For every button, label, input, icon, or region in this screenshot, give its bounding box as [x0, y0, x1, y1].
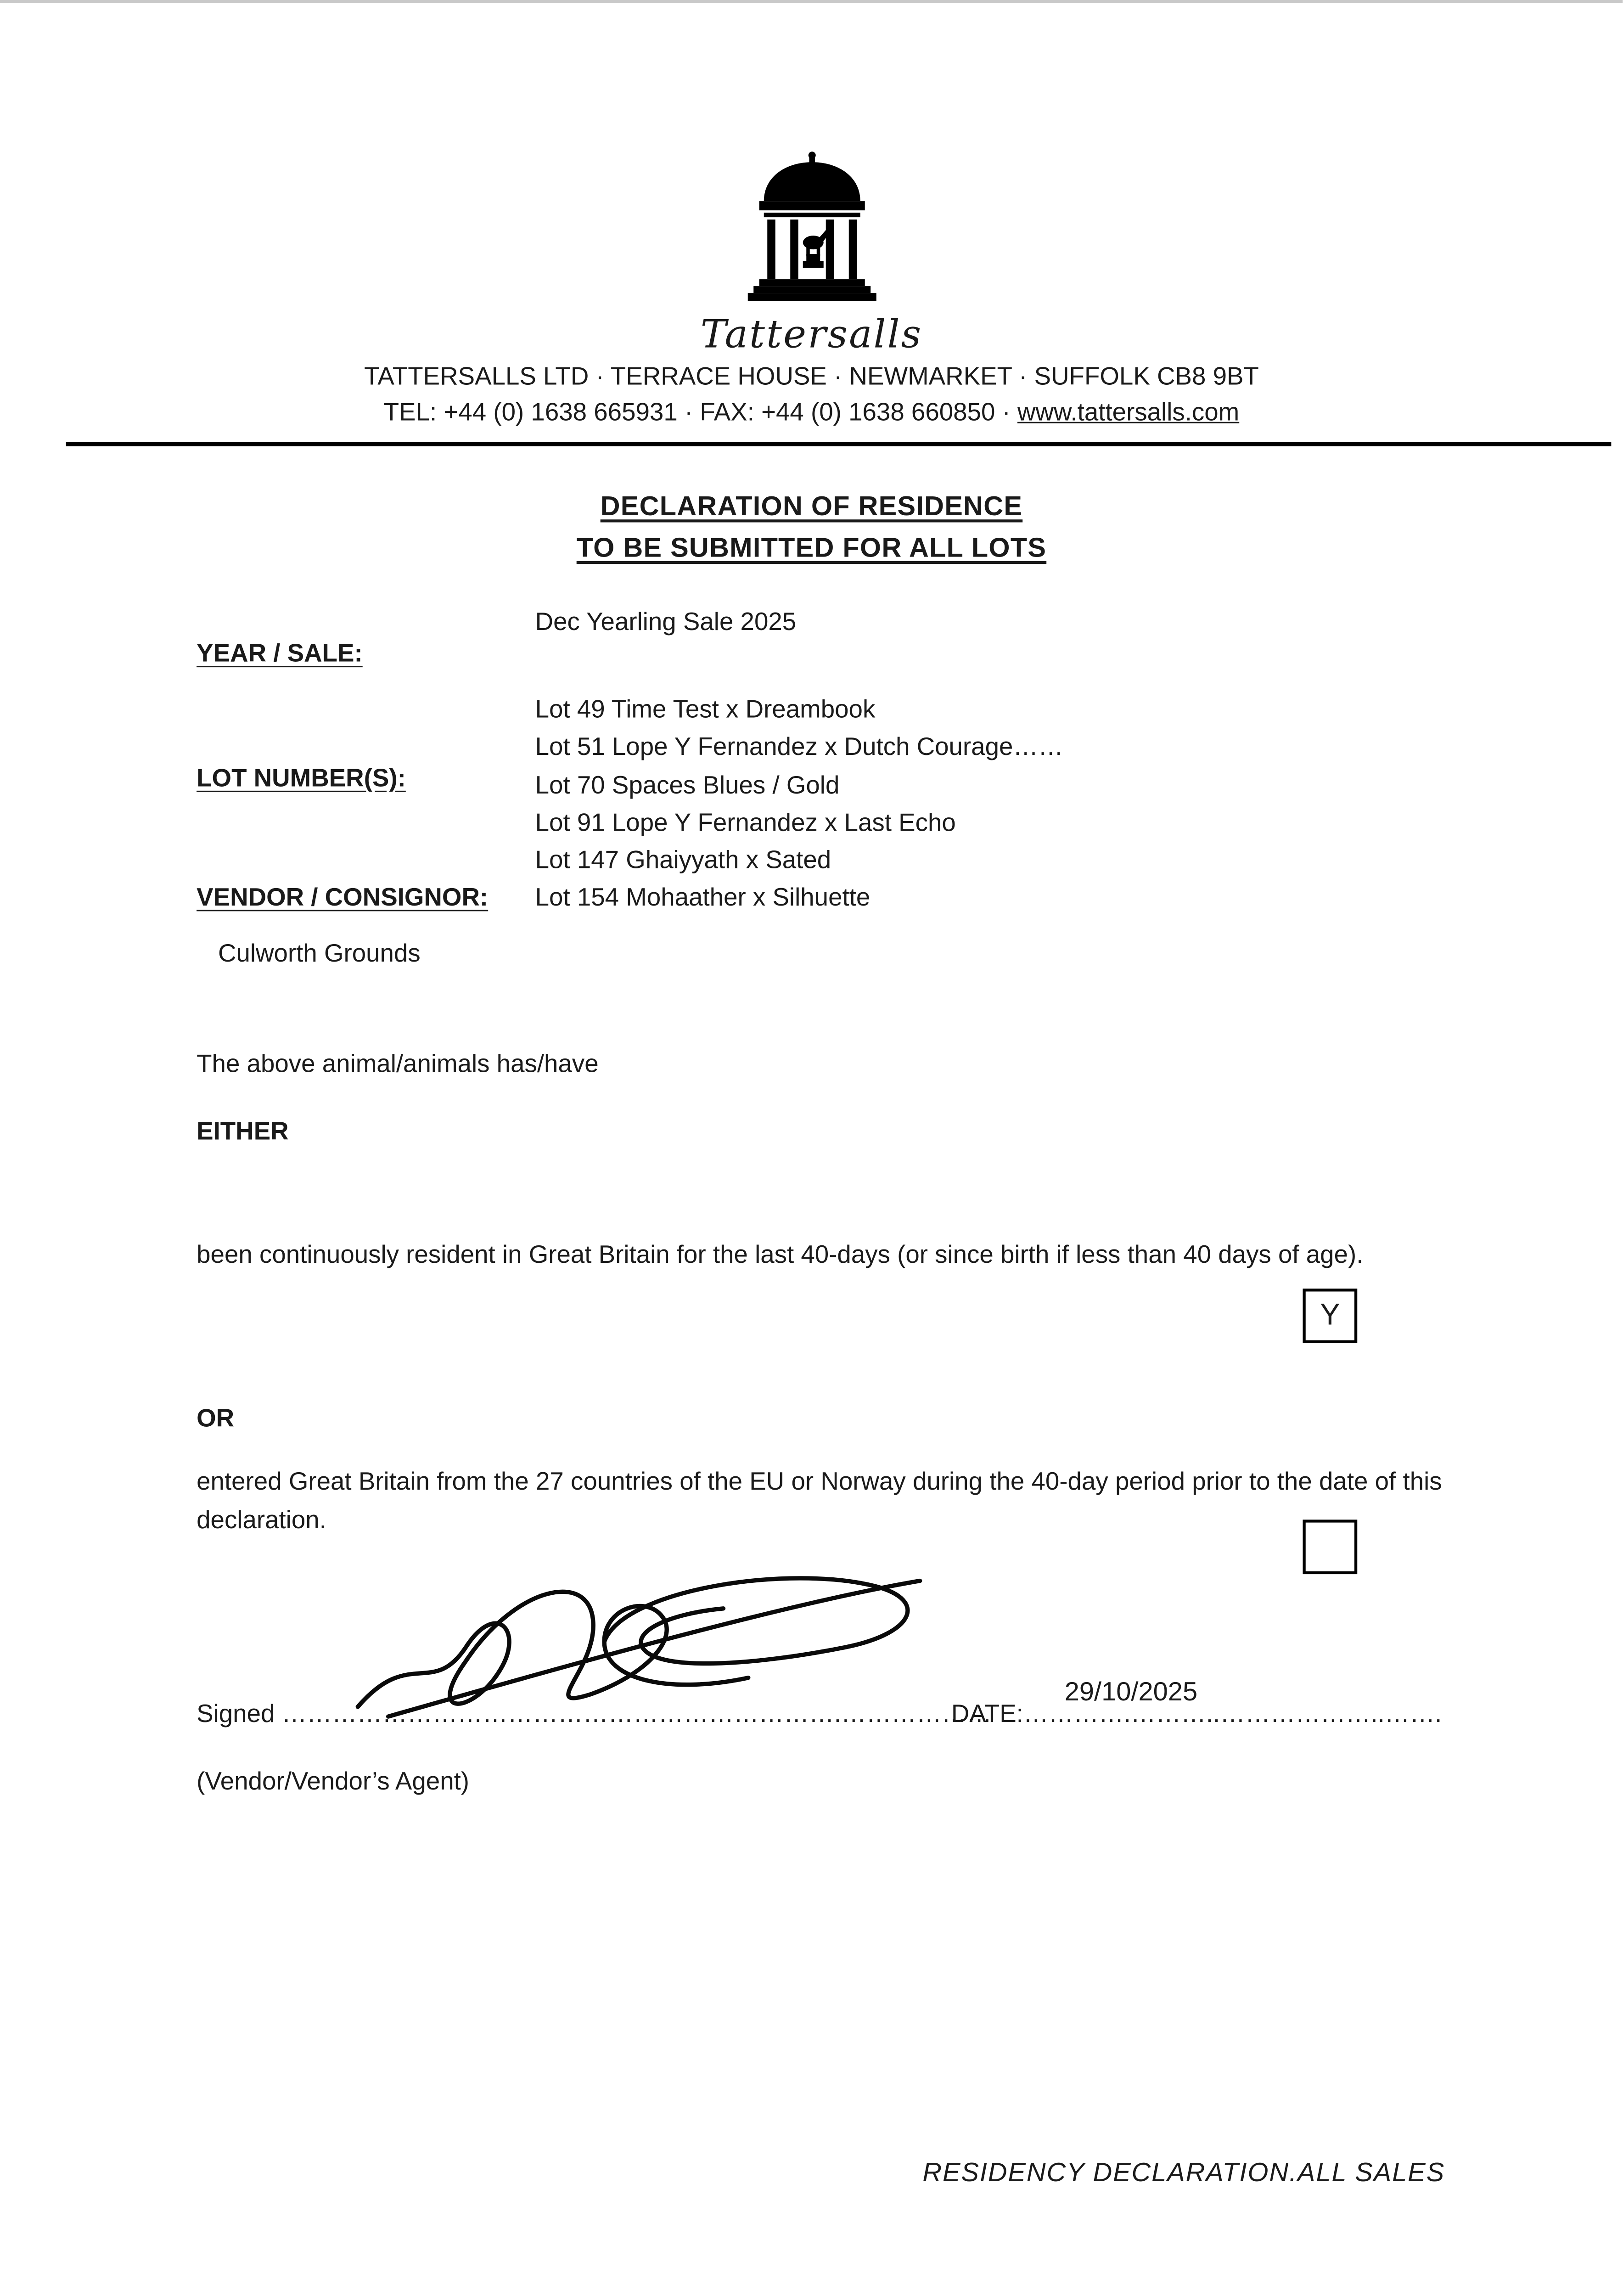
lot-line: Lot 49 Time Test x Dreambook	[535, 694, 876, 723]
either-clause-text: been continuously resident in Great Britain for the last 40-days (or since birth if less than 40 days of age).	[197, 1240, 1364, 1269]
lot-numbers-label: LOT NUMBER(S):	[197, 763, 406, 792]
scan-edge-line	[0, 0, 1623, 3]
intro-text: The above animal/animals has/have	[197, 1049, 599, 1078]
either-checkbox[interactable]	[1303, 1289, 1358, 1343]
either-label: EITHER	[197, 1116, 289, 1145]
footer-text: RESIDENCY DECLARATION.ALL SALES	[922, 2156, 1445, 2187]
website-link[interactable]: www.tattersalls.com	[1017, 397, 1240, 427]
header-address: TATTERSALLS LTD · TERRACE HOUSE · NEWMARKET · SUFFOLK CB8 9BT	[364, 361, 1259, 390]
or-clause-text: entered Great Britain from the 27 countries of the EU or Norway during the 40-day period prior to the date of this declaration.	[197, 1466, 1442, 1534]
vendor-consignor-label: VENDOR / CONSIGNOR:	[197, 882, 489, 912]
tattersalls-logo-icon	[0, 149, 1623, 320]
year-sale-label: YEAR / SALE:	[197, 638, 363, 668]
lot-line: Lot 51 Lope Y Fernandez x Dutch Courage……	[535, 732, 1063, 761]
vendor-consignor-value: Culworth Grounds	[218, 938, 421, 968]
lot-line: Lot 147 Ghaiyyath x Sated	[535, 845, 831, 874]
year-sale-value: Dec Yearling Sale 2025	[535, 607, 797, 636]
vendor-agent-note: (Vendor/Vendor’s Agent)	[197, 1766, 470, 1795]
lot-numbers-list	[535, 690, 1063, 917]
header-contact-line	[0, 398, 1623, 428]
document-subtitle: TO BE SUBMITTED FOR ALL LOTS	[576, 534, 1047, 564]
or-label: OR	[197, 1403, 235, 1432]
header-divider	[66, 442, 1612, 446]
or-checkbox[interactable]	[1303, 1519, 1358, 1574]
signed-label-line: Signed ………………………………………………………….………………	[197, 1699, 992, 1728]
document-title: DECLARATION OF RESIDENCE	[600, 492, 1023, 523]
header-tel-fax: TEL: +44 (0) 1638 665931 · FAX: +44 (0) 1638 660850 ·	[383, 397, 1018, 427]
either-checkbox-mark: Y	[1320, 1299, 1340, 1332]
date-label-line: DATE:………….………..………………..…….	[951, 1699, 1442, 1728]
logo-wordmark: Tattersalls	[700, 313, 923, 358]
lot-line: Lot 70 Spaces Blues / Gold	[535, 770, 840, 799]
lot-line: Lot 154 Mohaather x Silhuette	[535, 883, 870, 912]
date-value: 29/10/2025	[1064, 1676, 1198, 1706]
lot-line: Lot 91 Lope Y Fernandez x Last Echo	[535, 808, 956, 837]
